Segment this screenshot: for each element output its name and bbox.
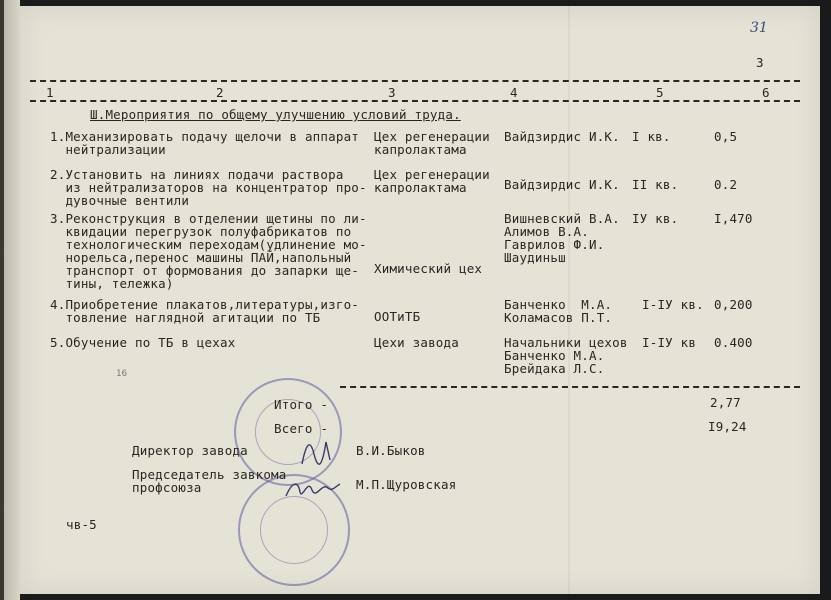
row-3-period: IУ кв.: [632, 211, 679, 226]
column-number-3: 3: [388, 85, 396, 100]
row-3-responsible: Вишневский В.А. Алимов В.А. Гаврилов Ф.И. Шаудиньш: [504, 211, 620, 265]
row-2-responsible: Вайдзирдис И.К.: [504, 177, 620, 192]
document-page: [20, 6, 820, 594]
row-4-description: 4.Приобретение плакатов,литературы,изго- товление наглядной агитации по ТБ: [50, 297, 360, 325]
row-1-department: Цех регенерации капролактама: [374, 129, 490, 157]
vsego-label: Всего -: [274, 421, 329, 436]
section-title: Ш.Мероприятия по общему улучшению условий труда.: [90, 107, 461, 122]
row-1-responsible: Вайдзирдис И.К.: [504, 129, 620, 144]
row-4-period: I-IУ кв.: [642, 297, 704, 312]
row-2-department: Цех регенерации капролактама: [374, 167, 490, 195]
row-5-responsible: Начальники цехов Банченко М.А. Брейдака Л.С.: [504, 335, 628, 376]
page-number-handwritten: 31: [750, 20, 768, 36]
itogo-label: Итого -: [274, 397, 329, 412]
row-4-department: ООТиТБ: [374, 309, 421, 324]
row-1-period: I кв.: [632, 129, 671, 144]
row-5-department: Цехи завода: [374, 335, 459, 350]
totals-rule: [340, 386, 800, 388]
header-rule-top: [30, 80, 800, 82]
chair-signature: [282, 474, 342, 504]
page-number-typed: 3: [756, 55, 764, 70]
row-4-sum: 0,200: [714, 297, 753, 312]
row-2-sum: 0.2: [714, 177, 738, 192]
row-3-description: 3.Реконструкция в отделении щетины по ли- квидации перегрузок полуфабрикатов по технологическим переходам(удлинение мо- норельса,перенос машины ПАЙ,напольный транспорт от формования до запарки ще- тины, тележка): [50, 211, 367, 291]
footer-code: чв-5: [66, 517, 97, 532]
row-3-sum: I,470: [714, 211, 753, 226]
director-name: В.И.Быков: [356, 443, 426, 458]
row-1-sum: 0,5: [714, 129, 738, 144]
itogo-value: 2,77: [710, 395, 741, 410]
vsego-value: I9,24: [708, 419, 747, 434]
row-2-description: 2.Установить на линиях подачи раствора из нейтрализаторов на концентратор про- дувочные вентили: [50, 167, 367, 208]
margin-mark: 16: [116, 369, 128, 379]
column-number-5: 5: [656, 85, 664, 100]
row-4-responsible: Банченко М.А. Коламасов П.Т.: [504, 297, 613, 325]
header-rule-bottom: [30, 100, 800, 102]
chair-label: Председатель завкома профсоюза: [132, 467, 287, 495]
column-number-4: 4: [510, 85, 518, 100]
row-5-description: 5.Обучение по ТБ в цехах: [50, 335, 236, 350]
row-5-sum: 0.400: [714, 335, 753, 350]
previous-page-edge: [4, 0, 20, 600]
row-1-description: 1.Механизировать подачу щелочи в аппарат нейтрализации: [50, 129, 360, 157]
chair-name: М.П.Щуровская: [356, 477, 457, 492]
director-label: Директор завода: [132, 443, 248, 458]
director-signature: [296, 434, 336, 470]
column-number-1: 1: [46, 85, 54, 100]
column-number-6: 6: [762, 85, 770, 100]
row-5-period: I-IУ кв: [642, 335, 697, 350]
row-2-period: II кв.: [632, 177, 679, 192]
column-number-2: 2: [216, 85, 224, 100]
row-3-department: Химический цех: [374, 261, 483, 276]
